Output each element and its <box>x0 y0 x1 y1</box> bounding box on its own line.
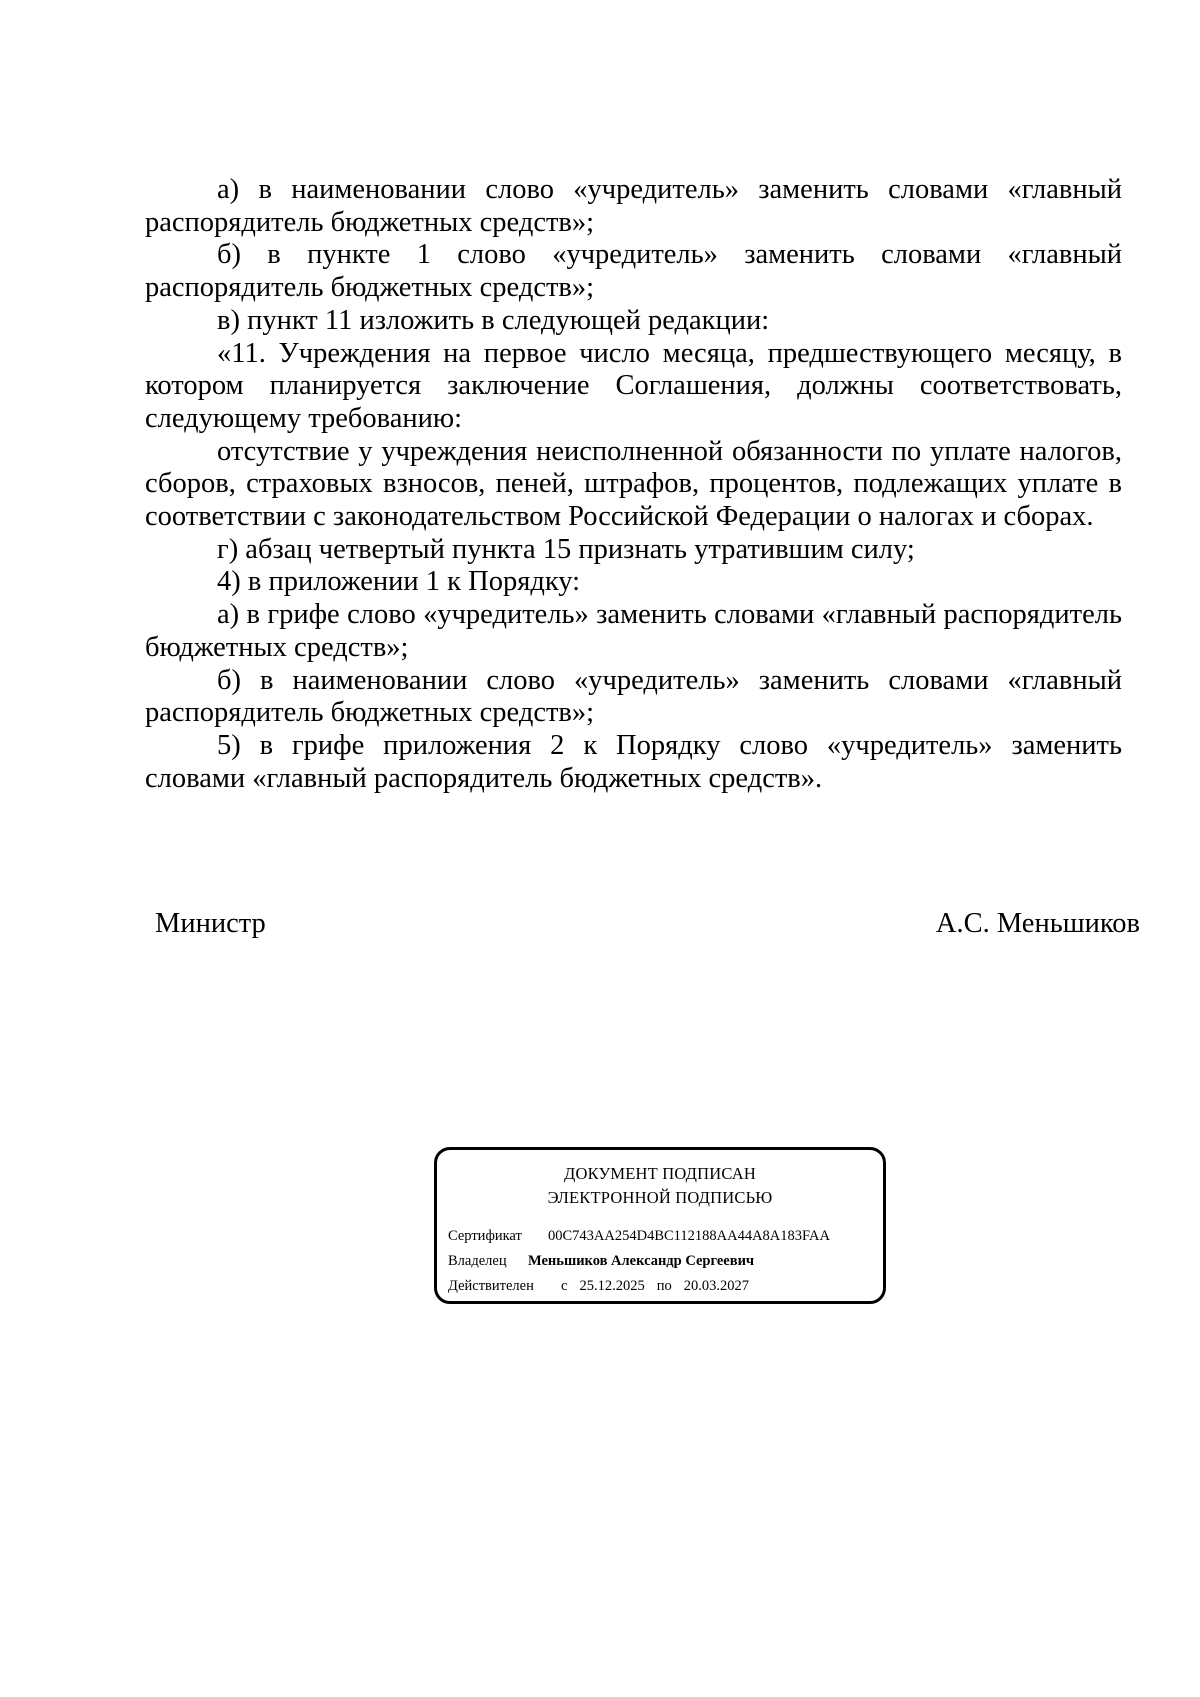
valid-to-prefix: по <box>656 1278 672 1294</box>
owner-label: Владелец <box>448 1253 507 1269</box>
electronic-signature-stamp <box>434 1147 886 1304</box>
paragraph-g-point-15: г) абзац четвертый пункта 15 признать утратившим силу; <box>217 533 915 565</box>
paragraph-b-point-1: б) в пункте 1 слово «учредитель» заменить словами «главный распорядитель бюджетных средств»; <box>145 239 1122 304</box>
stamp-certificate-row <box>448 1227 830 1245</box>
valid-from-date: 25.12.2025 <box>579 1278 645 1294</box>
stamp-header-line-1: ДОКУМЕНТ ПОДПИСАН <box>564 1164 756 1183</box>
paragraph-5-appendix-2: 5) в грифе приложения 2 к Порядку слово «учредитель» заменить словами «главный распорядитель бюджетных средств». <box>145 729 1122 794</box>
signer-name: А.С. Меньшиков <box>935 908 1140 939</box>
valid-from-prefix: с <box>561 1278 568 1294</box>
valid-to-date: 20.03.2027 <box>683 1278 749 1294</box>
owner-value: Меньшиков Александр Сергеевич <box>528 1253 755 1269</box>
stamp-header <box>437 1162 883 1210</box>
paragraph-4-appendix-1: 4) в приложении 1 к Порядку: <box>217 566 581 598</box>
signer-position: Министр <box>155 908 266 939</box>
paragraph-requirement: отсутствие у учреждения неисполненной обязанности по уплате налогов, сборов, страховых взносов, пеней, штрафов, процентов, подлежащих уплате в соответствии с законодательством Российской Федерации о налогах и сборах. <box>145 435 1122 533</box>
paragraph-b-name: б) в наименовании слово «учредитель» заменить словами «главный распорядитель бюджетных средств»; <box>145 664 1122 729</box>
paragraph-a-stamp-label: а) в грифе слово «учредитель» заменить словами «главный распорядитель бюджетных средств»; <box>145 599 1122 663</box>
paragraph-v-point-11: в) пункт 11 изложить в следующей редакции: <box>217 304 770 336</box>
stamp-header-line-2: ЭЛЕКТРОННОЙ ПОДПИСЬЮ <box>547 1188 773 1207</box>
stamp-validity-row <box>448 1277 749 1295</box>
document-body <box>145 174 1122 795</box>
certificate-label: Сертификат <box>448 1228 522 1244</box>
stamp-owner-row <box>448 1252 754 1270</box>
validity-label: Действителен <box>448 1278 534 1294</box>
paragraph-a-name: а) в наименовании слово «учредитель» заменить словами «главный распорядитель бюджетных средств»; <box>145 174 1122 238</box>
certificate-value: 00C743AA254D4BC112188AA44A8A183FAA <box>548 1228 830 1244</box>
paragraph-point-11-text: «11. Учреждения на первое число месяца, предшествующего месяцу, в котором планируется заключение Соглашения, должны соответствовать, следующему требованию: <box>145 337 1122 434</box>
